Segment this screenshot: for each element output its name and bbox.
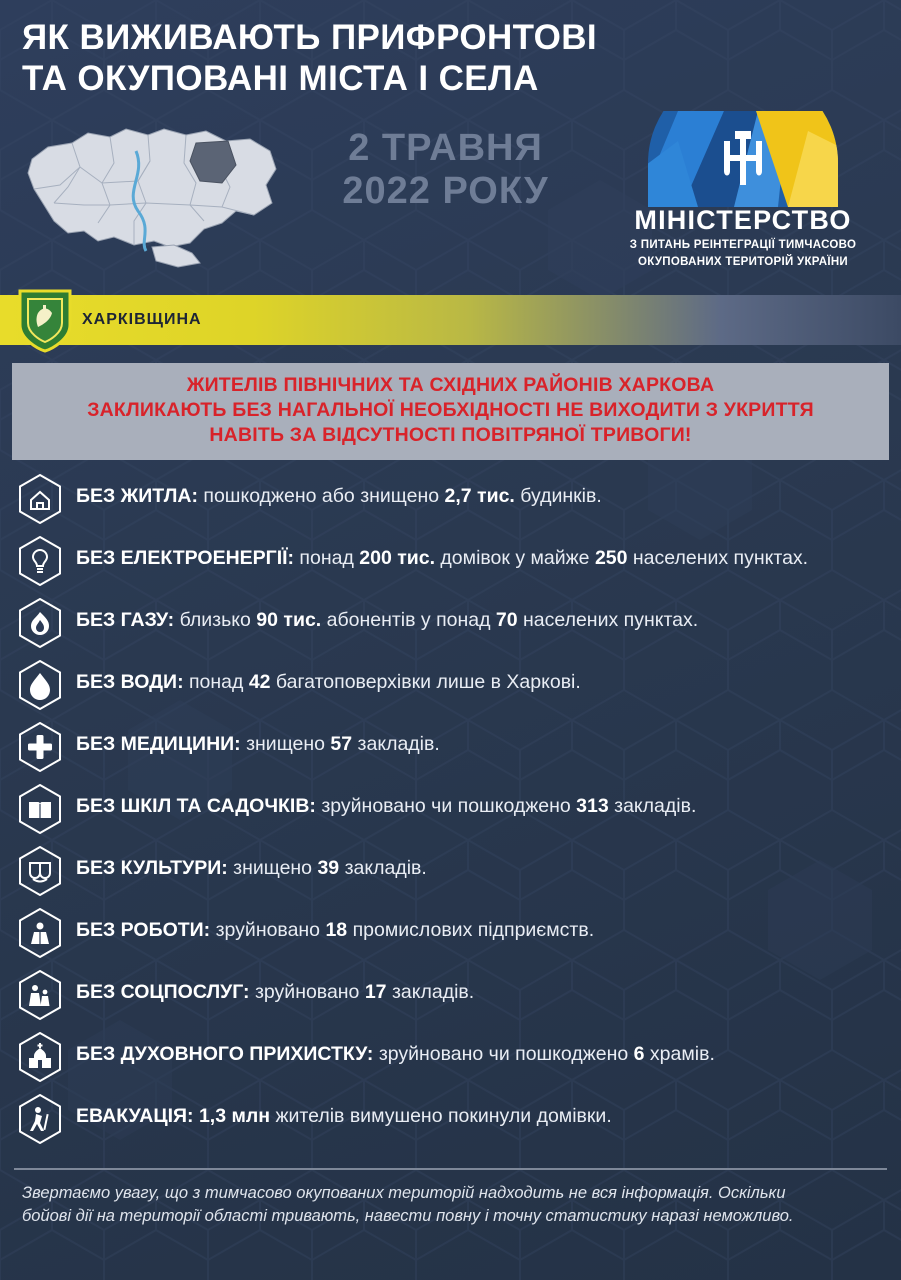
ministry-name: МІНІСТЕРСТВО — [634, 205, 852, 236]
list-item-text: БЕЗ РОБОТИ: зруйновано 18 промислових підприємств. — [76, 919, 595, 942]
list-item-label: БЕЗ МЕДИЦИНИ: — [76, 733, 241, 756]
list-item-value: 90 тис. — [256, 609, 322, 632]
footer-note-line1: Звертаємо увагу, що з тимчасово окупованих територій надходить не вся інформація. Оскільки — [22, 1184, 786, 1203]
alert-line3: НАВІТЬ ЗА ВІДСУТНОСТІ ПОВІТРЯНОЇ ТРИВОГИ! — [209, 424, 692, 447]
publication-date — [290, 103, 601, 212]
light-bulb-icon — [18, 536, 62, 586]
list-item-text: БЕЗ ЕЛЕКТРОЕНЕРГІЇ: понад 200 тис. домівок у майже 250 населених пунктах. — [76, 547, 809, 570]
alert-line1: ЖИТЕЛІВ ПІВНІЧНИХ ТА СХІДНИХ РАЙОНІВ ХАРКОВА — [186, 374, 715, 397]
church-icon — [18, 1032, 62, 1082]
list-item-text: БЕЗ ШКІЛ ТА САДОЧКІВ: зруйновано чи пошкоджено 313 закладів. — [76, 795, 697, 818]
list-item-text: БЕЗ ДУХОВНОГО ПРИХИСТКУ: зруйновано чи пошкоджено 6 храмів. — [76, 1043, 715, 1066]
list-item-label: БЕЗ РОБОТИ: — [76, 919, 211, 942]
list-item-label: БЕЗ ВОДИ: — [76, 671, 184, 694]
alert-line2: ЗАКЛИКАЮТЬ БЕЗ НАГАЛЬНОЇ НЕОБХІДНОСТІ НЕ ВИХОДИТИ З УКРИТТЯ — [87, 399, 814, 422]
list-item-value: 42 — [248, 671, 271, 694]
statistics-list — [0, 460, 901, 1162]
list-item — [18, 1094, 883, 1144]
list-item — [18, 970, 883, 1020]
alert-banner — [12, 363, 889, 460]
gas-flame-icon — [18, 598, 62, 648]
list-item — [18, 722, 883, 772]
list-item-label: БЕЗ ЖИТЛА: — [76, 485, 198, 508]
list-item — [18, 536, 883, 586]
list-item-text: БЕЗ МЕДИЦИНИ: знищено 57 закладів. — [76, 733, 440, 756]
list-item-text: БЕЗ СОЦПОСЛУГ: зруйновано 17 закладів. — [76, 981, 475, 1004]
ministry-subtitle-line1: З ПИТАНЬ РЕІНТЕГРАЦІЇ ТИМЧАСОВО — [629, 239, 857, 252]
ministry-subtitle-line2: ОКУПОВАНИХ ТЕРИТОРІЙ УКРАЇНИ — [637, 256, 848, 269]
header-band — [0, 103, 901, 283]
list-item-value: 200 тис. — [359, 547, 436, 570]
family-care-icon — [18, 970, 62, 1020]
factory-worker-icon — [18, 908, 62, 958]
list-item-value: 6 — [633, 1043, 645, 1066]
date-line2: 2022 РОКУ — [342, 169, 549, 212]
ukraine-map — [0, 103, 290, 276]
page-title-line2: ТА ОКУПОВАНІ МІСТА І СЕЛА — [22, 58, 539, 98]
list-item-text: БЕЗ ЖИТЛА: пошкоджено або знищено 2,7 тис. будинків. — [76, 485, 602, 508]
list-item-label: БЕЗ КУЛЬТУРИ: — [76, 857, 228, 880]
ministry-logo — [601, 103, 901, 270]
list-item-value-2: 70 — [495, 609, 518, 632]
open-book-icon — [18, 784, 62, 834]
house-damaged-icon — [18, 474, 62, 524]
list-item-text: ЕВАКУАЦІЯ: 1,3 млн жителів вимушено покинули домівки. — [76, 1105, 612, 1128]
kharkiv-oblast-coat-of-arms-icon — [16, 287, 74, 353]
list-item-label: БЕЗ СОЦПОСЛУГ: — [76, 981, 250, 1004]
list-item — [18, 908, 883, 958]
list-item-value: 39 — [317, 857, 340, 880]
list-item-value: 2,7 тис. — [444, 485, 515, 508]
region-bar — [0, 287, 901, 353]
ministry-arc-icon — [638, 111, 848, 207]
page-title-line1: ЯК ВИЖИВАЮТЬ ПРИФРОНТОВІ — [22, 18, 598, 57]
list-item-value: 18 — [325, 919, 348, 942]
evacuation-person-icon — [18, 1094, 62, 1144]
list-item-label: БЕЗ ДУХОВНОГО ПРИХИСТКУ: — [76, 1043, 374, 1066]
list-item — [18, 1032, 883, 1082]
list-item-label: ЕВАКУАЦІЯ: — [76, 1105, 194, 1128]
medical-cross-icon — [18, 722, 62, 772]
list-item — [18, 598, 883, 648]
region-name: ХАРКІВЩИНА — [82, 311, 202, 329]
list-item-value: 313 — [576, 795, 609, 818]
list-item — [18, 474, 883, 524]
list-item-label: БЕЗ ГАЗУ: — [76, 609, 175, 632]
water-drop-icon — [18, 660, 62, 710]
list-item — [18, 846, 883, 896]
page-title — [0, 0, 901, 103]
list-item-value: 17 — [364, 981, 387, 1004]
footer-note — [0, 1170, 901, 1229]
list-item-label: БЕЗ ШКІЛ ТА САДОЧКІВ: — [76, 795, 316, 818]
list-item-text: БЕЗ ВОДИ: понад 42 багатоповерхівки лише в Харкові. — [76, 671, 581, 694]
footer-note-line2: бойові дії на території області тривають, навести повну і точну статистику наразі неможливо. — [22, 1207, 794, 1226]
list-item-text: БЕЗ ГАЗУ: близько 90 тис. абонентів у понад 70 населених пунктах. — [76, 609, 699, 632]
date-line1: 2 ТРАВНЯ — [348, 127, 543, 170]
list-item-value: 57 — [330, 733, 353, 756]
list-item — [18, 784, 883, 834]
list-item-value: 1,3 млн — [198, 1105, 271, 1128]
list-item-label: БЕЗ ЕЛЕКТРОЕНЕРГІЇ: — [76, 547, 295, 570]
list-item-value-2: 250 — [594, 547, 628, 570]
list-item — [18, 660, 883, 710]
list-item-text: БЕЗ КУЛЬТУРИ: знищено 39 закладів. — [76, 857, 427, 880]
theatre-masks-icon — [18, 846, 62, 896]
